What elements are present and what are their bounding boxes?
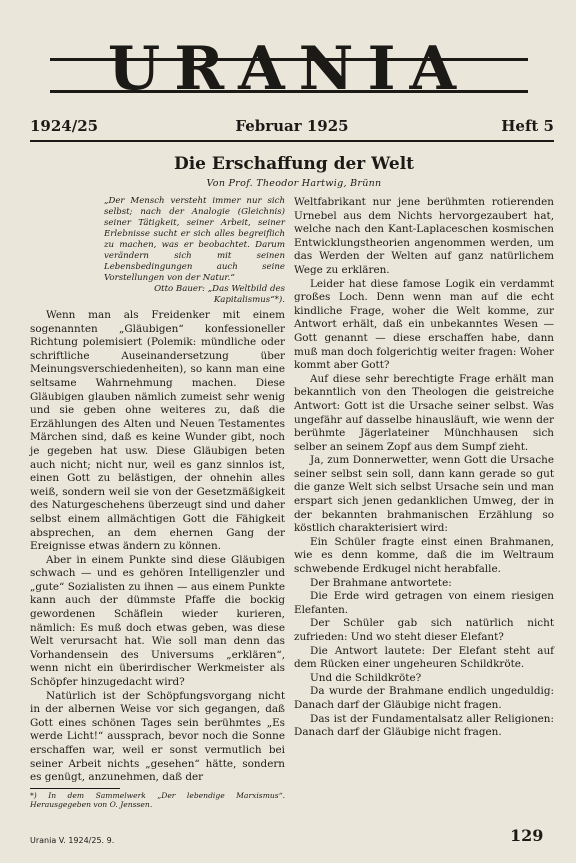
article-author: Von Prof. Theodor Hartwig, Brünn [206, 178, 382, 189]
paragraph: Da wurde der Brahmane endlich ungeduldig: Danach darf der Gläubige nicht fragen. [294, 685, 554, 711]
paragraph: Die Antwort lautete: Der Elefant steht auf dem Rücken einer ungeheuren Schildkröte. [294, 644, 554, 671]
paragraph: Der Brahmane antwortete: [310, 576, 452, 589]
right-column [294, 196, 554, 740]
issue-line [30, 117, 554, 137]
issue-year: 1924/25 [30, 117, 99, 135]
paragraph: Das ist der Fundamentalsatz aller Religionen: Danach darf der Gläubige nicht fragen. [294, 712, 554, 739]
paragraph: Der Schüler gab sich natürlich nicht zufrieden: Und wo steht dieser Elefant? [294, 617, 554, 643]
motto-source: Otto Bauer: „Das Weltbild des Kapitalismus“*). [154, 284, 285, 305]
paragraph: Leider hat diese famose Logik ein verdammt großes Loch. Denn wenn man auf die echt kindliche Frage, woher die Welt komme, zur Antwort erhält, daß ein unbekanntes Wesen — Gott genannt — diese erschaffen habe, dann muß man doch folgerichtig weiter fragen: Woher kommt aber Gott? [294, 277, 554, 372]
paragraph: Aber in einem Punkte sind diese Gläubigen schwach — und es gehören Intelligenzler und „gute“ Sozialisten zu ihnen — aus einem Punkte kann auch der dümmste Pfaffe die bockig gewordenen Schäflein wieder kurieren, nämlich: Es muß doch etwas geben, was diese Welt verursacht hat. Wie soll man denn das Vorhandensein des Universums „erklären“, wenn nicht ein überirdischer Werkmeister als Schöpfer hinzugedacht wird? [30, 553, 285, 689]
footnote: *) In dem Sammelwerk „Der lebendige Marxismus“. Herausgegeben von O. Jenssen. [30, 790, 285, 810]
paragraph: Und die Schildkröte? [310, 671, 422, 684]
paragraph: Auf diese sehr berechtigte Frage erhält man bekanntlich von den Theologen die geistreiche Antwort: Gott ist die Ursache seiner selbst. Was ungefähr auf dasselbe hinausläuft, wie wenn der berühmte Jägerlateiner Münchhausen sich selber an seinem Zopf aus dem Sumpf zieht. [294, 372, 554, 453]
page-number: 129 [510, 826, 544, 845]
motto-quote: „Der Mensch versteht immer nur sich selbst; nach der Analogie (Gleichnis) seiner Tätigkeit, seiner Arbeit, seiner Erlebnisse sucht er sich alles begreiflich zu machen, was er beobachtet. Darum verändern sich mit seinen Lebensbedingungen auch seine Vorstellungen von der Natur.“ [104, 196, 285, 283]
header-rule [30, 140, 554, 142]
issue-number: Heft 5 [501, 117, 554, 135]
footnote-rule [30, 788, 120, 789]
masthead [50, 30, 528, 110]
paragraph: Ja, zum Donnerwetter, wenn Gott die Ursache seiner selbst sein soll, dann kann gerade so gut die ganze Welt sich selbst Ursache sein und man erspart sich jenen gedanklichen Umweg, der in der bekannten brahmanischen Erzählung so köstlich charakterisiert wird: [294, 454, 554, 535]
left-column [30, 196, 285, 810]
paragraph: Natürlich ist der Schöpfungsvorgang nicht in der albernen Weise vor sich gegangen, daß Gott eines schönen Tages sein berühmtes „Es werde Licht!“ aussprach, bevor noch die Sonne erschaffen war, weil er sonst vermutlich bei seiner Arbeit nichts „gesehen“ hätte, sondern es genügt, anzunehmen, daß der [30, 689, 285, 784]
paragraph: Weltfabrikant nur jene berühmten rotierenden Urnebel aus dem Nichts hervorgezaubert hat, welche nach den Kant-Laplaceschen kosmischen Entwicklungstheorien angenommen werden, um das Werden der Welten auf ganz natürlichem Wege zu erklären. [294, 196, 554, 276]
paragraph: Wenn man als Freidenker mit einem sogenannten „Gläubigen“ konfessioneller Richtung polemisiert (Polemik: mündliche oder schriftliche Auseinandersetzung über Meinungsverschiedenheiten), so kann man eine seltsame Wahrnehmung machen. Diese Gläubigen glauben nämlich zumeist sehr wenig und sie geben ohne weiteres zu, daß die Erzählungen des Alten und Neuen Testamentes Märchen sind, daß es keine Wunder gibt, noch je gegeben hat usw. Diese Gläubigen beten auch nicht; nicht nur, weil es ganz sinnlos ist, einen Gott zu belästigen, der ohnehin alles weiß, sondern weil sie von der Gesetzmäßigkeit des Naturgeschehens überzeugt sind und daher selbst einem allmächtigen Gott die Fähigkeit absprechen, an dem ehernen Gang der Ereignisse etwas ändern zu können. [30, 309, 285, 553]
masthead-title: URANIA [107, 34, 471, 104]
issue-month: Februar 1925 [235, 117, 349, 135]
footer-imprint: Urania V. 1924/25. 9. [30, 836, 115, 845]
paragraph: Die Erde wird getragen von einem riesigen Elefanten. [294, 590, 554, 616]
article-title: Die Erschaffung der Welt [173, 154, 415, 174]
paragraph: Ein Schüler fragte einst einen Brahmanen, wie es denn komme, daß die im Weltraum schwebende Erdkugel nicht herabfalle. [294, 535, 554, 576]
